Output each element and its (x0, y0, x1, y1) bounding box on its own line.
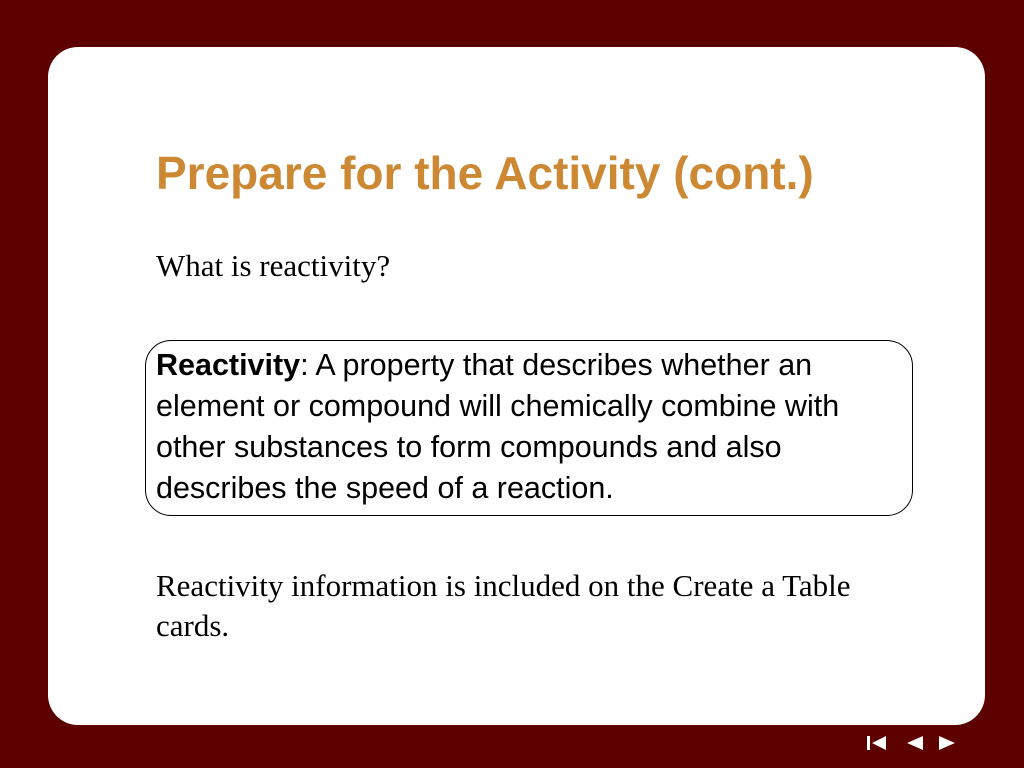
skip-to-first-icon (866, 733, 888, 753)
slide-title: Prepare for the Activity (cont.) (156, 147, 814, 199)
definition-body: A property that describes whether an element or compound will chemically combine with other substances to form compounds and also describes the speed of a reaction. (156, 348, 840, 505)
triangle-left-icon (903, 733, 925, 753)
question-text: What is reactivity? (156, 248, 391, 283)
definition-term: Reactivity (156, 348, 301, 382)
triangle-right-icon (936, 733, 958, 753)
first-slide-button[interactable] (866, 733, 888, 753)
previous-slide-button[interactable] (903, 733, 925, 753)
next-slide-button[interactable] (936, 733, 958, 753)
definition-separator: : (300, 348, 309, 382)
note-text: Reactivity information is included on the Create a Table cards. (156, 568, 851, 643)
slide-navigation (866, 733, 962, 753)
definition-text (156, 345, 906, 509)
